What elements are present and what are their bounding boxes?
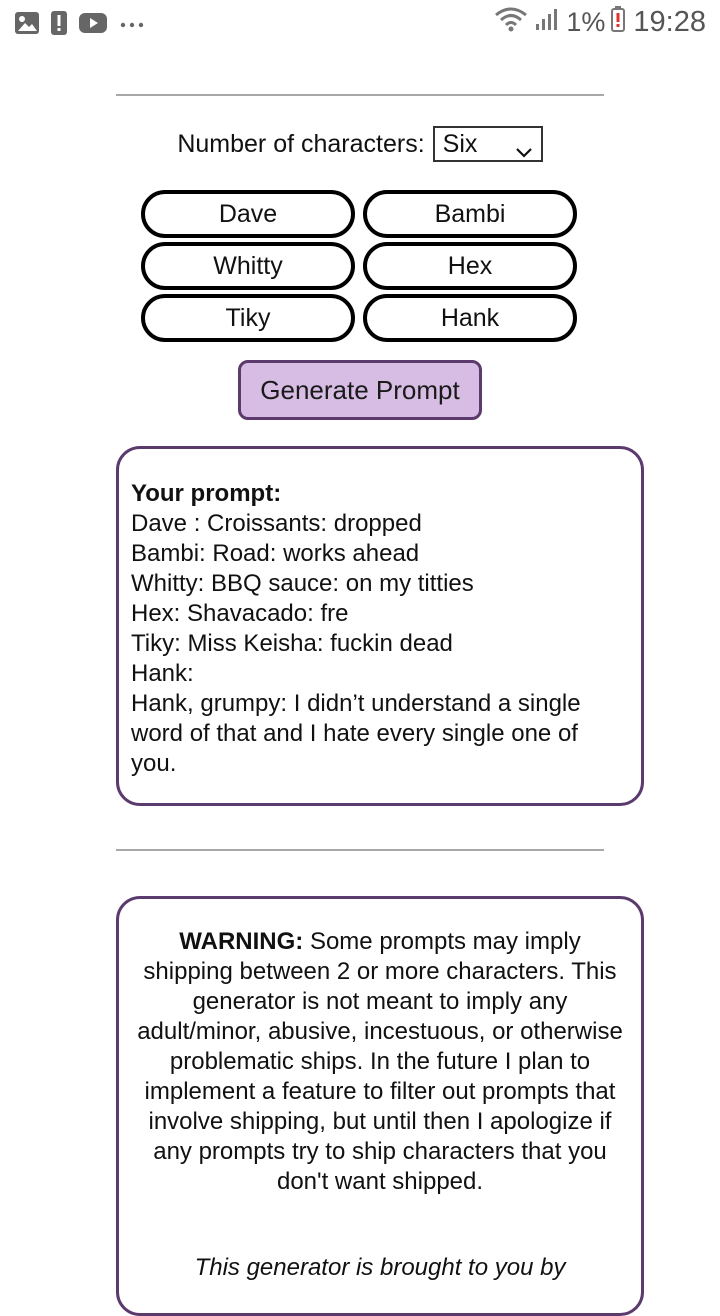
warning-label: WARNING: (179, 928, 304, 955)
prompt-line: Dave : Croissants: dropped (131, 510, 422, 537)
prompt-line: Hank, grumpy: I didn’t understand a single word of that and I hate every single one of you. (131, 690, 581, 777)
more-icon (118, 17, 148, 35)
youtube-icon (78, 12, 108, 39)
character-count-label: Number of characters: (177, 129, 425, 158)
status-bar (0, 0, 720, 48)
image-icon (14, 11, 40, 40)
character-button-hex[interactable]: Hex (363, 242, 577, 290)
character-button-hank[interactable]: Hank (363, 294, 577, 342)
prompt-title: Your prompt: (131, 480, 282, 507)
character-button-dave[interactable]: Dave (141, 190, 355, 238)
chevron-down-icon (515, 137, 533, 166)
prompt-line: Bambi: Road: works ahead (131, 540, 420, 567)
divider-top (116, 94, 604, 96)
prompt-line: Tiky: Miss Keisha: fuckin dead (131, 630, 453, 657)
warning-text: Some prompts may imply shipping between 2 or more characters. This generator is not meant to imply any adult/minor, abusive, incestuous, or otherwise problematic ships. In the future I plan to implement a feature to filter out prompts that involve shipping, but until then I apologize if any prompts try to ship characters that you don't want shipped. (137, 928, 623, 1195)
prompt-line: Hex: Shavacado: fre (131, 600, 349, 627)
prompt-output-box (116, 446, 644, 806)
character-button-tiky[interactable]: Tiky (141, 294, 355, 342)
character-count-select[interactable] (433, 126, 543, 162)
generator-credit: This generator is brought to you by (194, 1254, 566, 1281)
prompt-line: Whitty: BBQ sauce: on my titties (131, 570, 474, 597)
prompt-line: Hank: (131, 660, 194, 687)
character-count-row (0, 124, 720, 164)
battery-icon (611, 6, 625, 39)
signal-icon (534, 6, 560, 39)
character-button-bambi[interactable]: Bambi (363, 190, 577, 238)
character-button-grid (141, 190, 579, 342)
character-button-whitty[interactable]: Whitty (141, 242, 355, 290)
divider-middle (116, 849, 604, 851)
generate-prompt-button[interactable]: Generate Prompt (238, 360, 482, 420)
clock: 19:28 (633, 6, 706, 38)
battery-percent: 1% (566, 7, 606, 37)
character-count-value: Six (442, 129, 478, 158)
wifi-icon (494, 6, 528, 39)
alert-icon (50, 10, 68, 41)
warning-box (116, 896, 644, 1316)
